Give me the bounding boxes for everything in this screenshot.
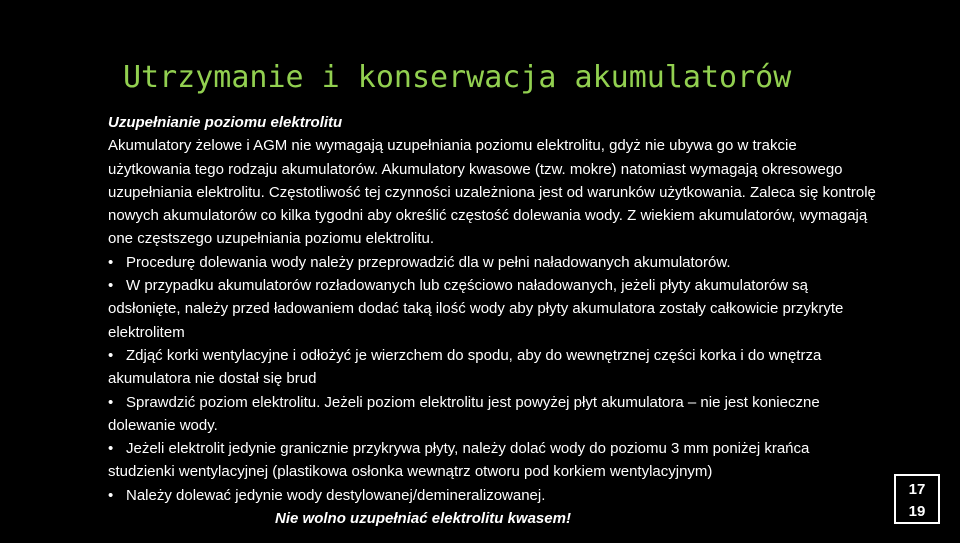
bullet-icon: • (108, 440, 114, 458)
bullet-item (108, 274, 878, 344)
bullet-icon: • (108, 486, 114, 504)
page-number-box (894, 474, 940, 524)
bullet-item (108, 484, 878, 507)
warning-text: Nie wolno uzupełniać elektrolitu kwasem! (275, 510, 571, 528)
bullet-item (108, 391, 878, 438)
bullet-item (108, 251, 878, 274)
bullet-item (108, 344, 878, 391)
bullet-icon: • (108, 253, 114, 271)
bullet-icon: • (108, 393, 114, 411)
bullet-text: Sprawdzić poziom elektrolitu. Jeżeli poziom elektrolitu jest powyżej płyt akumulatora – nie jest konieczne dolewanie wody. (108, 393, 820, 434)
bullet-item (108, 437, 878, 484)
slide-body (108, 111, 878, 530)
bullet-icon: • (108, 277, 114, 295)
slide-title: Utrzymanie i konserwacja akumulatorów (123, 60, 792, 95)
bullet-text: Jeżeli elektrolit jedynie granicznie przykrywa płyty, należy dolać wody do poziomu 3 mm poniżej krańca studzienki wentylacyjnej (plastikowa osłonka wewnątrz otworu pod korkiem wentylacyjnym) (108, 440, 810, 481)
bullet-text: Należy dolewać jedynie wody destylowanej/demineralizowanej. (126, 486, 546, 504)
page-current: 17 (908, 481, 926, 498)
bullet-text: Zdjąć korki wentylacyjne i odłożyć je wierzchem do spodu, aby do wewnętrznej części korka i do wnętrza akumulatora nie dostał się brud (108, 346, 822, 388)
bullet-text: Procedurę dolewania wody należy przeprowadzić dla w pełni naładowanych akumulatorów. (126, 253, 731, 271)
bullet-icon: • (108, 346, 114, 364)
section-subtitle: Uzupełnianie poziomu elektrolitu (108, 114, 343, 131)
intro-paragraph: Akumulatory żelowe i AGM nie wymagają uzupełniania poziomu elektrolitu, gdyż nie ubywa go w trakcie użytkowania tego rodzaju akumulatorów. Akumulatory kwasowe (tzw. mokre) natomiast wymagają okresowego uzupełniania elektrolitu. Częstotliwość tej czynności uzależniona jest od warunków użytkowania. Zaleca się kontrolę nowych akumulatorów co kilka tygodni aby określić częstość dolewania wody. Z wiekiem akumulatorów, wymagają one częstszego uzupełniania poziomu elektrolitu. (108, 137, 876, 248)
page-total: 19 (908, 503, 926, 520)
bullet-text: W przypadku akumulatorów rozładowanych lub częściowo naładowanych, jeżeli płyty akumulatorów są odsłonięte, należy przed ładowaniem dodać taką ilość wody aby płyty akumulatora zostały całkowicie przykryte elektrolitem (108, 277, 844, 341)
